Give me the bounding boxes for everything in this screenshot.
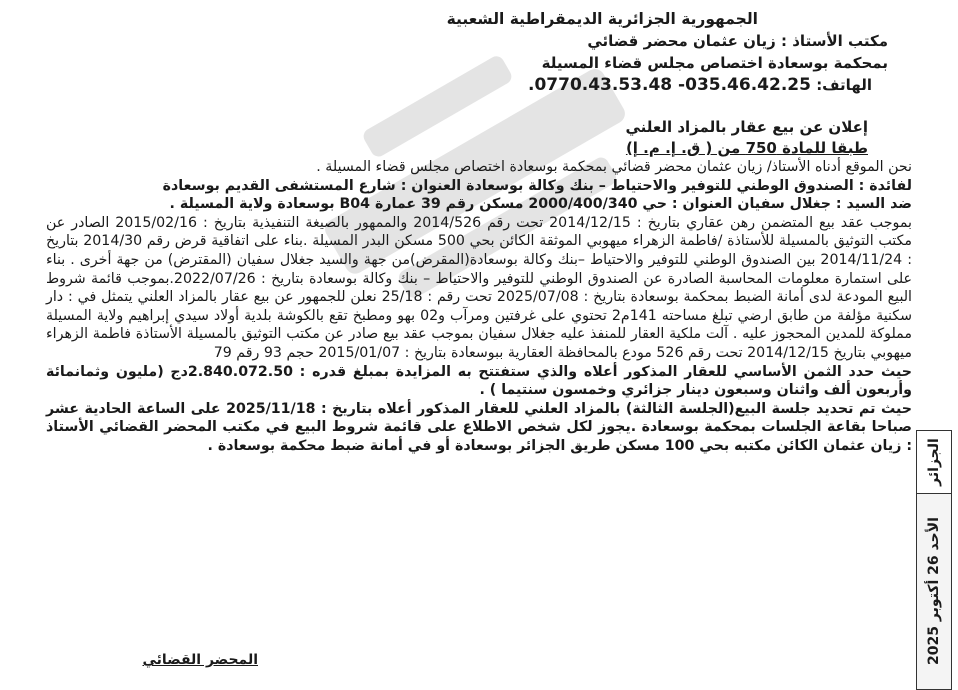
newspaper-brand (917, 431, 951, 494)
paragraph-beneficiary: لفائدة : الصندوق الوطني للتوفير والاحتياط – بنك وكالة بوسعادة العنوان : شارع المستشفى القديم بوسعادة (162, 177, 912, 194)
phone-line (48, 74, 908, 96)
paragraph-session: حيث تم تحديد جلسة البيع(الجلسة الثالثة) بالمزاد العلني للعقار المذكور أعلاه بتاريخ : 2025/11/18 على الساعة الحادية عشر صباحا بقاعة الجلسات بمحكمة بوسعادة .يجوز لكل شخص الاطلاع على قائمة شروط البيع في مكتب المحضر القضائي الأستاذ : زيان عثمان الكائن مكتبه بحي 100 مسكن طريق الجزائر بوسعادة أو في أمانة ضبط محكمة بوسعادة . (46, 400, 912, 454)
paragraph-price: حيث حدد الثمن الأساسي للعقار المذكور أعلاه والذي ستفتتح به المزايدة بمبلغ قدره : 2.840.072.50دج (مليون وثمانمائة وأربعون ألف واثنان وسبعون دينار جزائري وخمسون سنتيما ) . (46, 363, 912, 399)
office-name: مكتب الأستاذ : زيان عثمان محضر قضائي (587, 32, 888, 50)
newspaper-date (917, 493, 951, 689)
republic-heading: الجمهورية الجزائرية الديمقراطية الشعبية (446, 10, 758, 28)
court-name: بمحكمة بوسعادة اختصاص مجلس قضاء المسيلة (541, 54, 888, 72)
phone-label: الهاتف: (816, 76, 872, 94)
notice-title (48, 116, 908, 158)
signature-label: المحضر القضائي (142, 652, 258, 668)
phone-numbers: 035.46.42.25- 0770.43.53.48. (527, 75, 811, 95)
title-line-2: طبقا للمادة 750 من ( ق. إ. م. إ) (625, 139, 868, 157)
paragraph-debtor: ضد السيد : جغلال سفيان العنوان : حي 2000/400/340 مسكن رقم 39 عمارة B04 بوسعادة ولاية المسيلة . (169, 196, 912, 213)
newspaper-side-strip (916, 430, 952, 690)
date-text: الأحد 26 أكتوبر 2025 (926, 517, 942, 665)
paragraph-intro: نحن الموقع أدناه الأستاذ/ زيان عثمان محضر قضائي بمحكمة بوسعادة اختصاص مجلس قضاء المسيلة . (316, 159, 912, 175)
notice-body (46, 158, 912, 456)
title-line-1: إعلان عن بيع عقار بالمزاد العلني (625, 118, 868, 136)
brand-text: الجزائر (926, 438, 942, 486)
paragraph-details: بموجب عقد بيع المتضمن رهن عقاري بتاريخ : 2014/12/15 تحت رقم 2014/526 والممهور بالصيغة التنفيذية بتاريخ : 2015/02/16 الصادر عن مكتب التوثيق بالمسيلة للأستاذة /فاطمة الزهراء ميهوبي الموثقة الكائن بحي 500 مسكن البدر المسيلة .بناء على اتفاقية قرض رقم 2014/30 بتاريخ : 2014/11/24 بين الصندوق الوطني للتوفير والاحتياط –بنك وكالة بوسعادة(المقرض)من جهة والسيد جغلال سفيان (المقترض) من جهة أخرى . بناء على استمارة معلومات المحاسبة الصادرة عن الصندوق الوطني للتوفير والاحتياط – بنك وكالة بوسعادة بتاريخ : 2022/07/26.بموجب قائمة شروط البيع المودعة لدى أمانة الضبط بمحكمة بوسعادة بتاريخ : 2025/07/08 تحت رقم : 25/18 نعلن للجمهور عن بيع عقار بالمزاد العلني يتمثل في : دار سكنية مؤلفة من طابق ارضي تبلغ مساحته 141م2 تحتوي على غرفتين ومرآب و02 بهو ومطبخ تقع بالكوشة بلدية أولاد سيدي إبراهيم ولاية المسيلة مملوكة للمدين المحجوز عليه . آلت ملكية العقار للمنفذ عليه جغلال سفيان بموجب عقد بيع صادر عن مكتب التوثيق بالمسيلة الأستاذة فاطمة الزهراء ميهوبي بتاريخ 2014/12/15 تحت رقم 526 مودع بالمحافظة العقارية ببوسعادة بتاريخ : 2015/01/07 حجم 93 رقم 79 (46, 214, 913, 361)
letterhead (48, 8, 908, 96)
